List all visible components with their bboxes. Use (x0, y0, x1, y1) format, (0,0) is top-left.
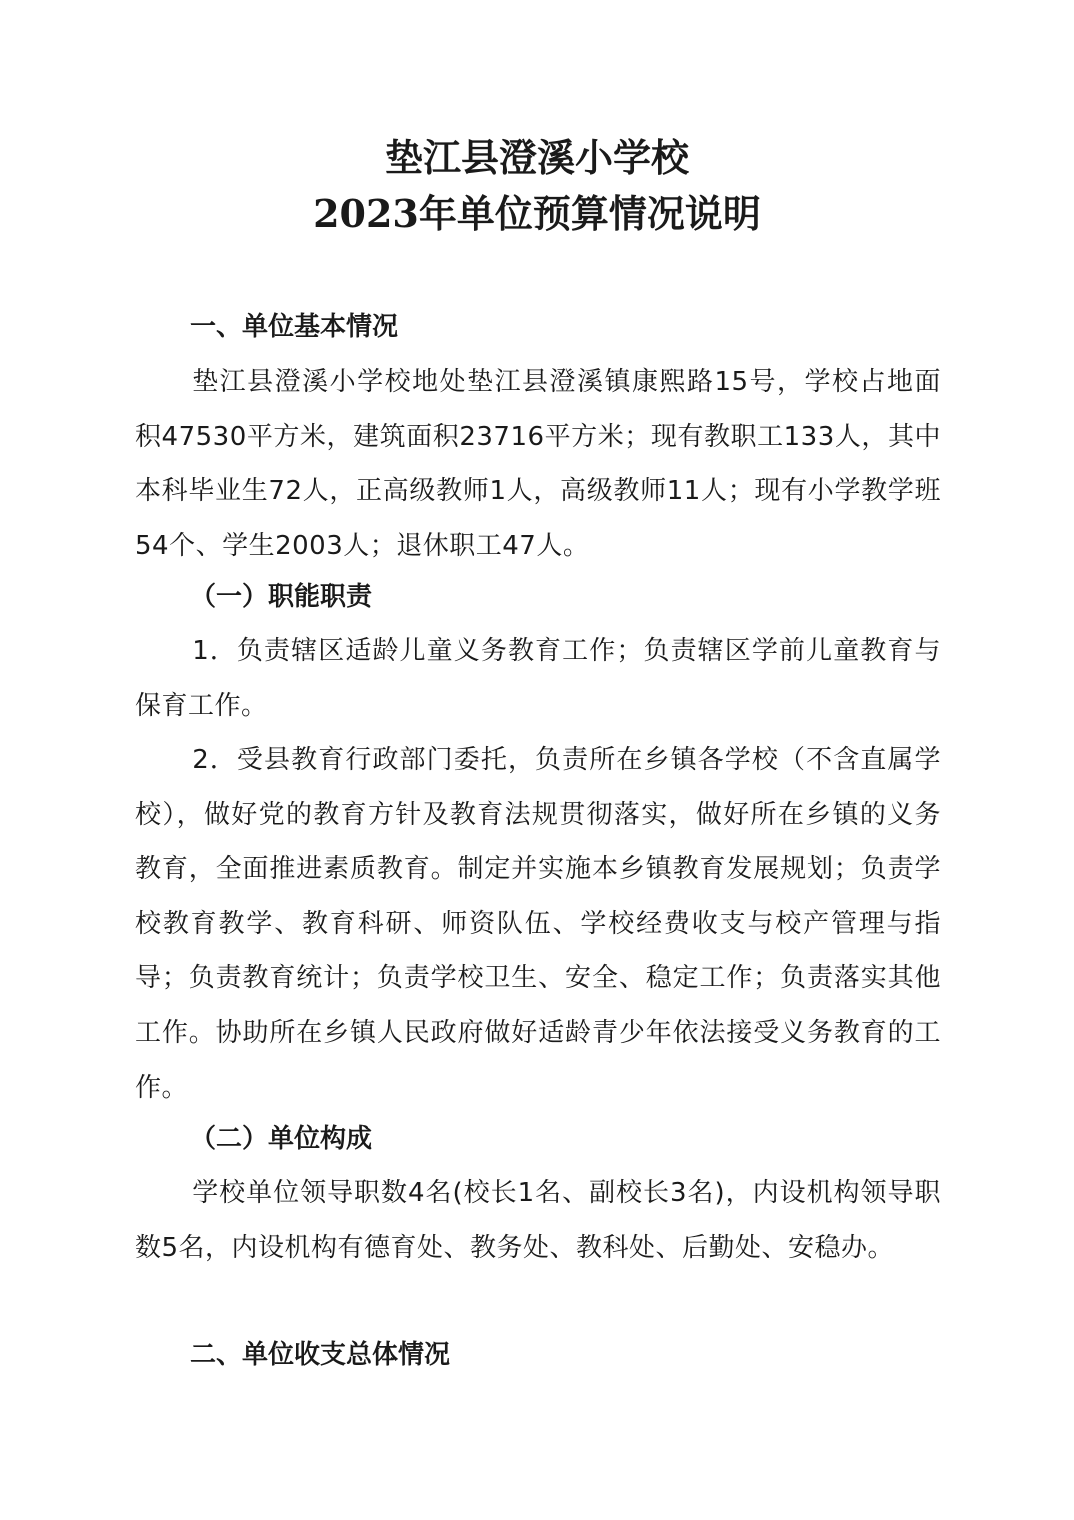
subsection-heading-structure: （二）单位构成 (190, 1124, 373, 1154)
section-heading-budget-overview: 二、单位收支总体情况 (190, 1340, 451, 1370)
paragraph-basic-info: 垫江县澄溪小学校地处垫江县澄溪镇康熙路15号，学校占地面积47530平方米，建筑面积23716平方米；现有教职工133人，其中本科毕业生72人，正高级教师1人，高级教师11人；现有小学教学班54个、学生2003人；退休职工47人。 (135, 367, 941, 561)
paragraph-duty-1: 1．负责辖区适龄儿童义务教育工作；负责辖区学前儿童教育与保育工作。 (135, 636, 941, 721)
document-title-line1: 垫江县澄溪小学校 (384, 135, 689, 180)
subsection-heading-duties: （一）职能职责 (190, 582, 373, 612)
paragraph-structure: 学校单位领导职数4名(校长1名、副校长3名)，内设机构领导职数5名，内设机构有德育处、教务处、教科处、后勤处、安稳办。 (135, 1178, 941, 1263)
paragraph-duty-2: 2．受县教育行政部门委托，负责所在乡镇各学校（不含直属学校），做好党的教育方针及教育法规贯彻落实，做好所在乡镇的义务教育，全面推进素质教育。制定并实施本乡镇教育发展规划；负责学校教育教学、教育科研、师资队伍、学校经费收支与校产管理与指导；负责教育统计；负责学校卫生、安全、稳定工作；负责落实其他工作。协助所在乡镇人民政府做好适龄青少年依法接受义务教育的工作。 (135, 745, 941, 1103)
section-heading-basic-info: 一、单位基本情况 (190, 312, 399, 342)
document-title-line2: 2023年单位预算情况说明 (313, 191, 761, 236)
